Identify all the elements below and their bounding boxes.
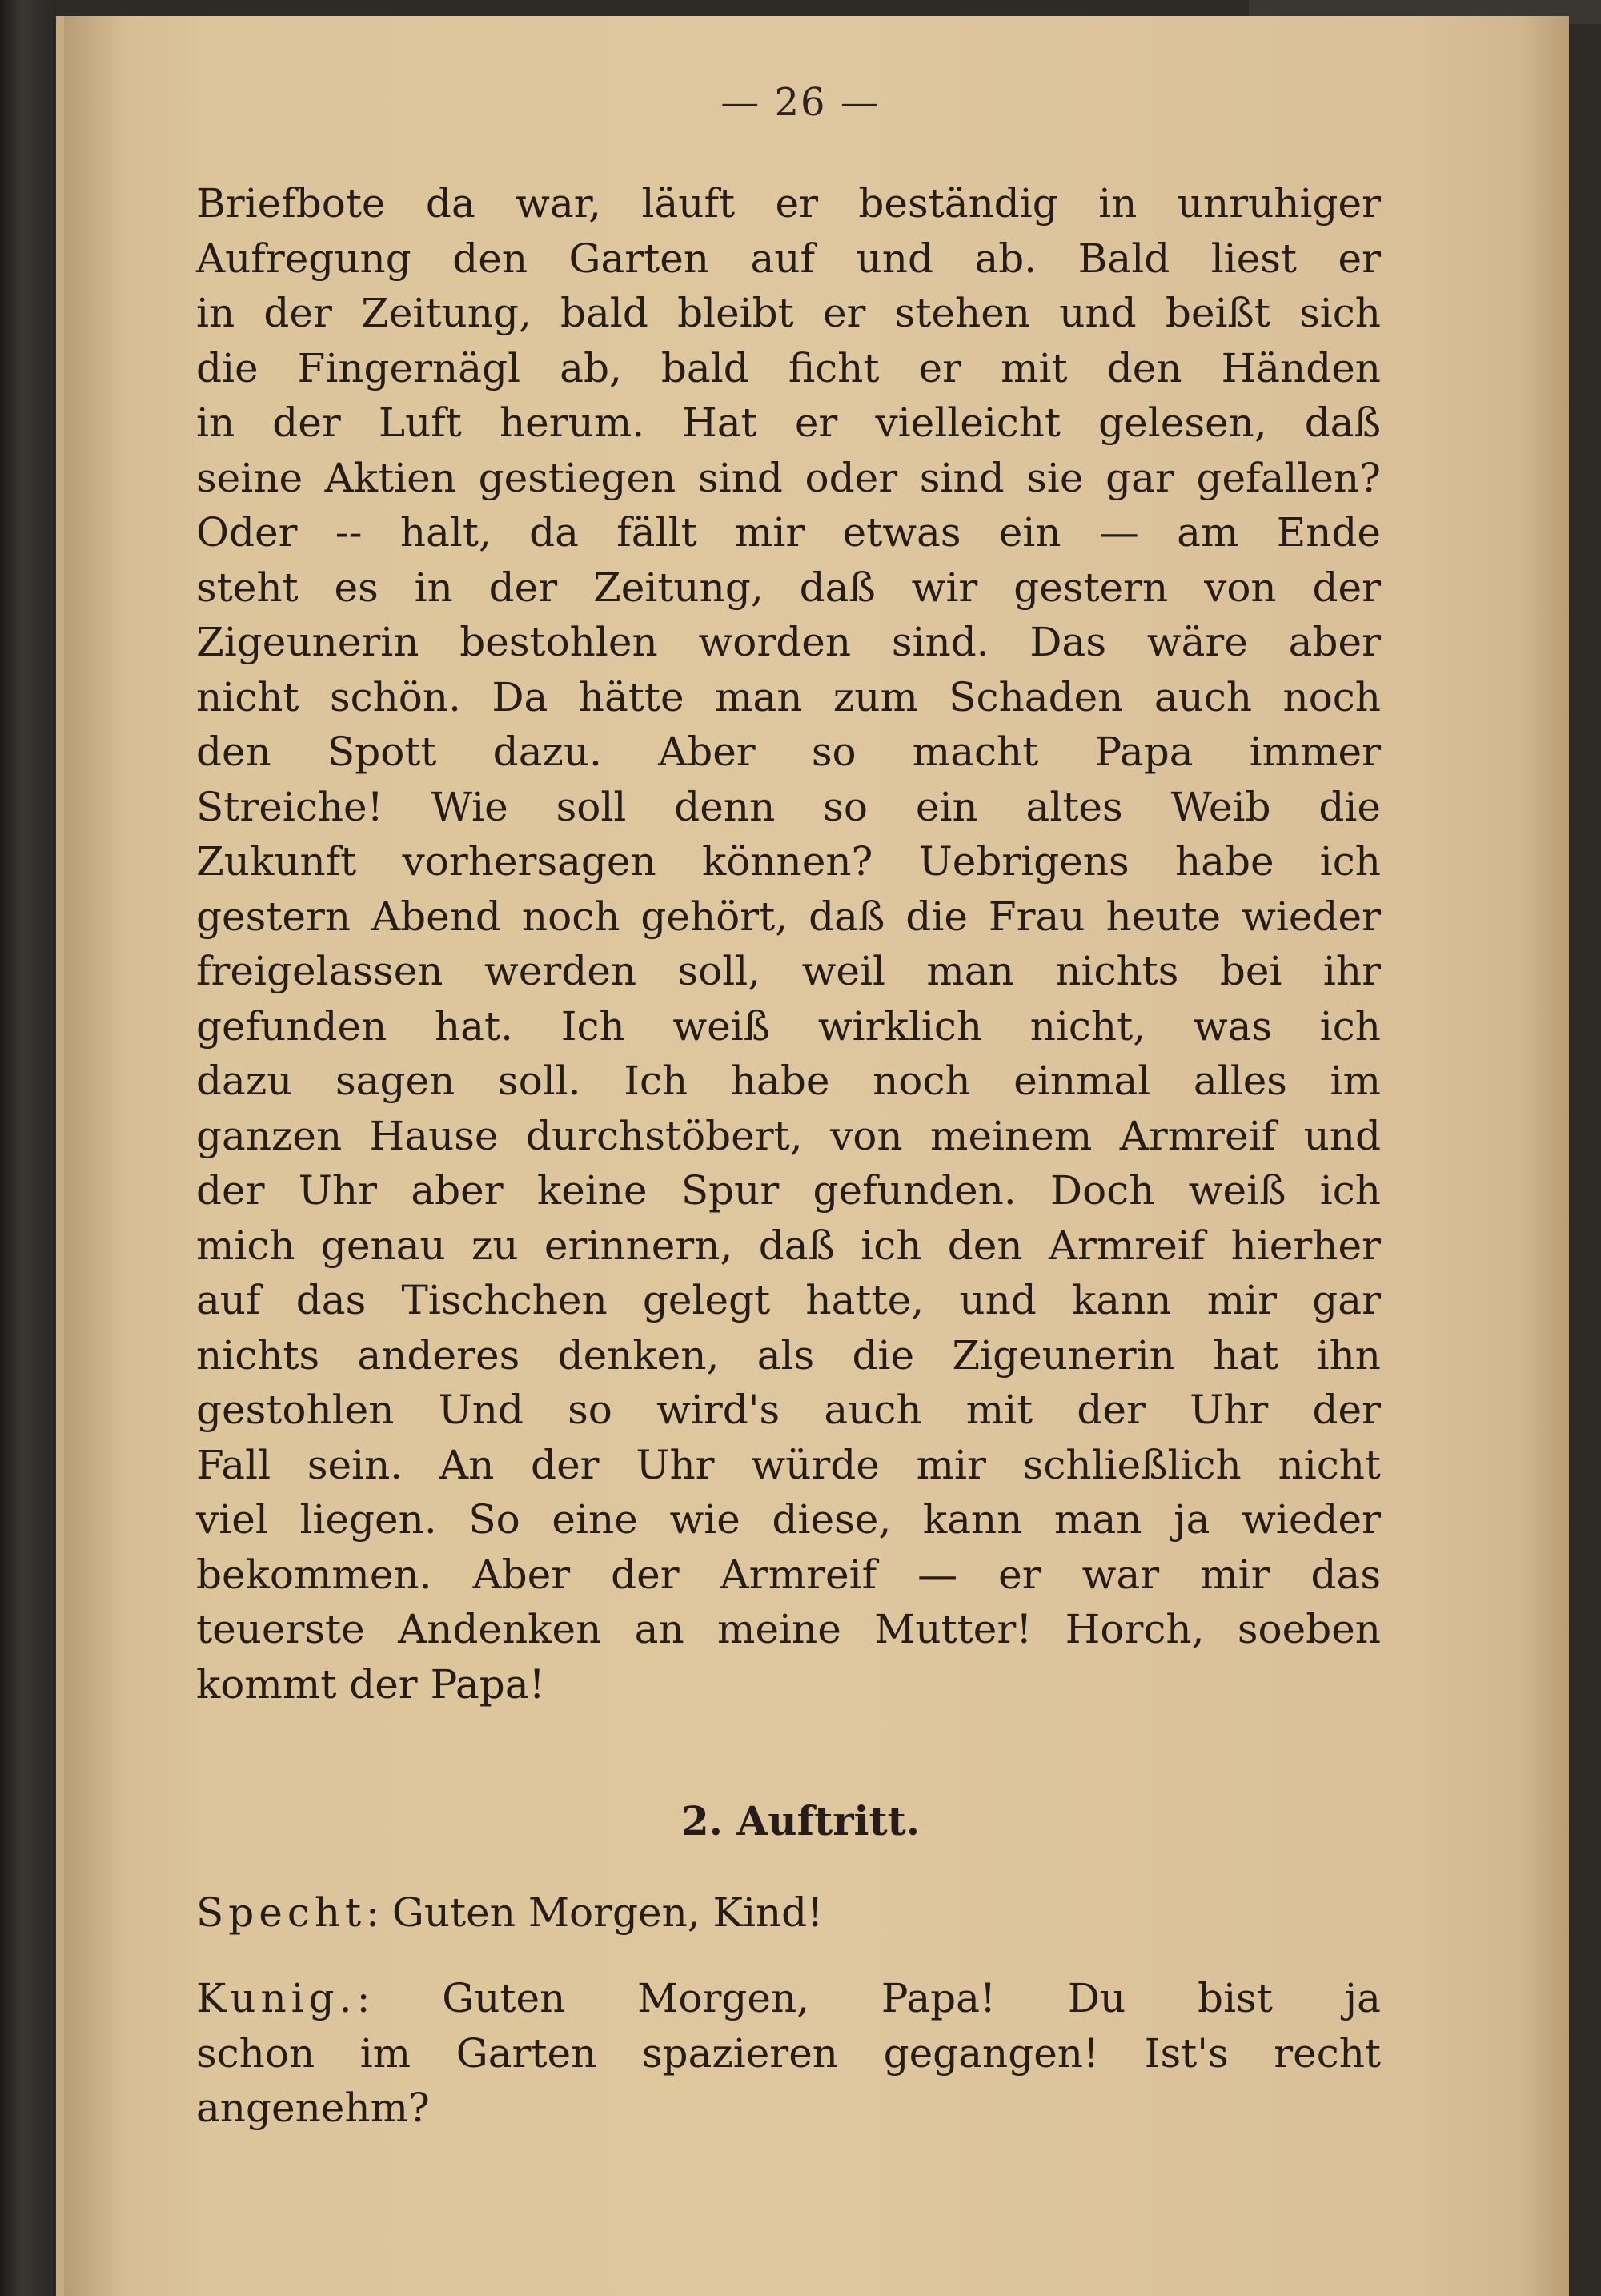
text-line: der Uhr aber keine Spur gefunden. Doch weiß ich xyxy=(196,1167,1381,1214)
dialogue-line xyxy=(196,1971,1381,2026)
page-number: — 26 — xyxy=(720,80,881,125)
text-line: bekommen. Aber der Armreif — er war mir das xyxy=(196,1551,1381,1598)
text-line: in der Luft herum. Hat er vielleicht gelesen, daß xyxy=(196,399,1381,446)
dialogue-entry xyxy=(196,1885,1381,1941)
text-line: viel liegen. So eine wie diese, kann man ja wieder xyxy=(196,1496,1381,1543)
text-line: dazu sagen soll. Ich habe noch einmal alles im xyxy=(196,1058,1381,1104)
dialogue-line: angenehm? xyxy=(196,2085,430,2131)
text-line: seine Aktien gestiegen sind oder sind sie gar gefallen? xyxy=(196,454,1381,501)
text-line: Fall sein. An der Uhr würde mir schließlich nicht xyxy=(196,1441,1381,1488)
dialogue-text: : Guten Morgen, Papa! Du bist ja xyxy=(356,1975,1381,2021)
text-line: gefunden hat. Ich weiß wirklich nicht, was ich xyxy=(196,1002,1381,1050)
text-line: gestern Abend noch gehört, daß die Frau heute wieder xyxy=(196,893,1381,940)
text-line: Zukunft vorhersagen können? Uebrigens habe ich xyxy=(196,838,1381,885)
text-line: auf das Tischchen gelegt hatte, und kann mir gar xyxy=(196,1277,1381,1323)
dialogue-entry xyxy=(196,1971,1381,2136)
scene-heading: 2. Auftritt. xyxy=(680,1797,921,1844)
text-line: nicht schön. Da hätte man zum Schaden auch noch xyxy=(196,673,1381,721)
text-line: gestohlen Und so wird's auch mit der Uhr der xyxy=(196,1387,1381,1433)
text-line: Aufregung den Garten auf und ab. Bald liest er xyxy=(196,235,1381,282)
dialogue-text: : Guten Morgen, Kind! xyxy=(366,1889,824,1936)
text-line: mich genau zu erinnern, daß ich den Armreif hierher xyxy=(196,1222,1381,1269)
speaker-name: Specht xyxy=(196,1889,367,1936)
text-line: Streiche! Wie soll denn so ein altes Weib die xyxy=(196,783,1381,830)
text-line: kommt der Papa! xyxy=(196,1660,545,1708)
text-line: den Spott dazu. Aber so macht Papa immer xyxy=(196,729,1381,775)
text-line: teuerste Andenken an meine Mutter! Horch, soeben xyxy=(196,1606,1381,1652)
body-text xyxy=(196,176,1381,1712)
dialogue-line: schon im Garten spazieren gegangen! Ist's recht xyxy=(196,2029,1381,2077)
page-edge-shadow xyxy=(1521,16,1569,2296)
text-line: Zigeunerin bestohlen worden sind. Das wäre aber xyxy=(196,619,1381,665)
text-line: nichts anderes denken, als die Zigeunerin hat ihn xyxy=(196,1331,1381,1379)
speaker-name: Kunig. xyxy=(196,1975,357,2021)
text-line: steht es in der Zeitung, daß wir gestern von der xyxy=(196,564,1381,611)
text-line: Briefbote da war, läuft er beständig in unruhiger xyxy=(196,180,1381,227)
text-line: freigelassen werden soll, weil man nichts bei ihr xyxy=(196,948,1381,994)
text-line: Oder -- halt, da fällt mir etwas ein — am Ende xyxy=(196,509,1381,556)
text-line: die Fingernägl ab, bald ficht er mit den Händen xyxy=(196,344,1381,391)
text-line: in der Zeitung, bald bleibt er stehen und beißt sich xyxy=(196,290,1381,336)
dialogue-line xyxy=(196,1885,1381,1941)
book-binding xyxy=(0,0,56,2296)
text-line: ganzen Hause durchstöbert, von meinem Armreif und xyxy=(196,1112,1381,1159)
